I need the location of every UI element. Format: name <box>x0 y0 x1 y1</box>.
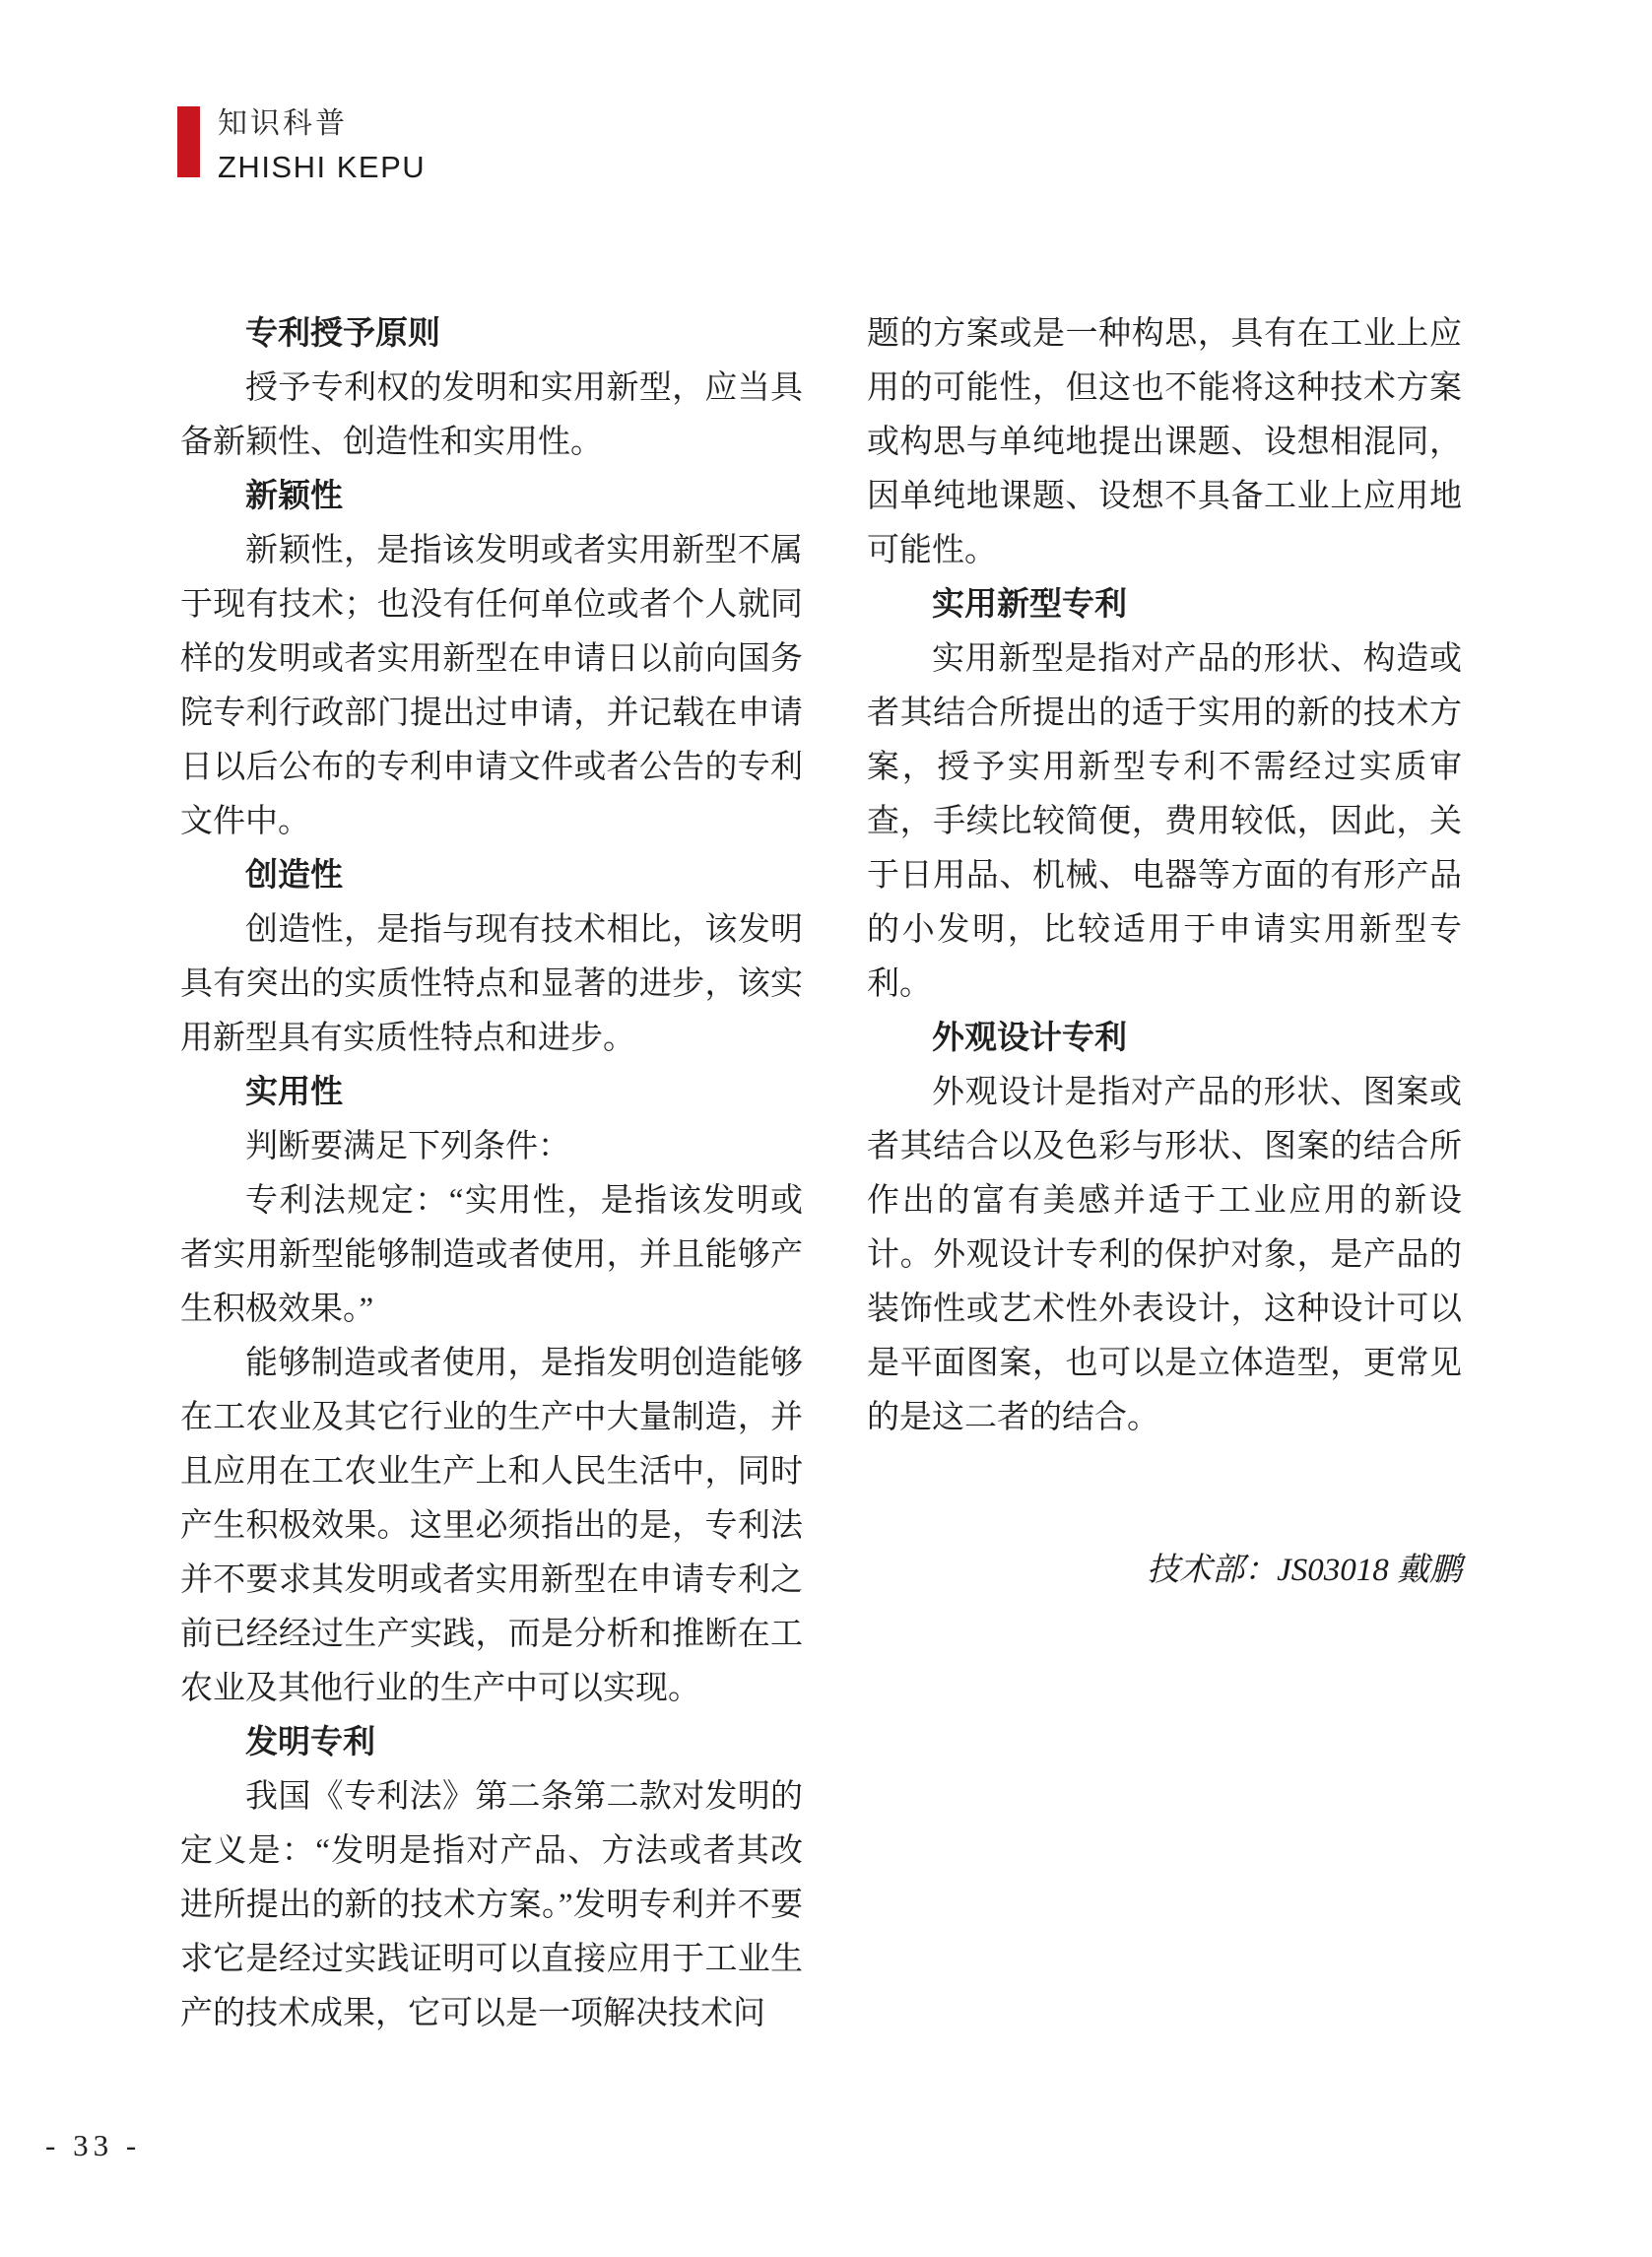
body-paragraph: 外观设计是指对产品的形状、图案或者其结合以及色彩与形状、图案的结合所作出的富有美感并适于工业应用的新设计。外观设计专利的保护对象，是产品的装饰性或艺术性外表设计，这种设计可以是平面图案，也可以是立体造型，更常见的是这二者的结合。 <box>867 1075 1462 1435</box>
author-byline: 技术部：JS03018 戴鹏 <box>1147 1553 1462 1588</box>
section-title-chinese: 知识科普 <box>218 107 348 140</box>
section-heading: 专利授予原则 <box>245 316 440 352</box>
body-paragraph: 新颖性，是指该发明或者实用新型不属于现有技术；也没有任何单位或者个人就同样的发明或者实用新型在申请日以前向国务院专利行政部门提出过申请，并记载在申请日以后公布的专利申请文件或者公告的专利文件中。 <box>180 533 803 839</box>
section-heading: 发明专利 <box>245 1725 375 1760</box>
right-text-column <box>867 307 1462 1598</box>
body-paragraph: 判断要满足下列条件： <box>245 1129 570 1164</box>
body-paragraph: 题的方案或是一种构思，具有在工业上应用的可能性，但这也不能将这种技术方案或构思与单纯地提出课题、设想相混同，因单纯地课题、设想不具备工业上应用地可能性。 <box>867 316 1462 568</box>
section-heading: 实用性 <box>245 1075 343 1110</box>
section-heading: 新颖性 <box>245 479 343 514</box>
red-accent-bar <box>177 106 200 177</box>
body-paragraph: 实用新型是指对产品的形状、构造或者其结合所提出的适于实用的新的技术方案，授予实用新型专利不需经过实质审查，手续比较简便，费用较低，因此，关于日用品、机械、电器等方面的有形产品的小发明，比较适用于申请实用新型专利。 <box>867 641 1462 1002</box>
section-heading: 实用新型专利 <box>932 587 1127 623</box>
masthead <box>177 106 426 182</box>
masthead-titles <box>218 106 426 182</box>
left-text-column <box>180 307 803 2041</box>
body-paragraph: 能够制造或者使用，是指发明创造能够在工农业及其它行业的生产中大量制造，并且应用在工农业生产上和人民生活中，同时产生积极效果。这里必须指出的是，专利法并不要求其发明或者实用新型在申请专利之前已经经过生产实践，而是分析和推断在工农业及其他行业的生产中可以实现。 <box>180 1346 803 1706</box>
body-paragraph: 我国《专利法》第二条第二款对发明的定义是：“发明是指对产品、方法或者其改进所提出的新的技术方案。”发明专利并不要求它是经过实践证明可以直接应用于工业生产的技术成果，它可以是一项解决技术问 <box>180 1779 803 2031</box>
body-paragraph: 创造性，是指与现有技术相比，该发明具有突出的实质性特点和显著的进步，该实用新型具有实质性特点和进步。 <box>180 912 803 1056</box>
page-number: - 33 - <box>45 2128 142 2162</box>
right-column-blocks <box>867 307 1462 1445</box>
body-paragraph: 专利法规定：“实用性，是指该发明或者实用新型能够制造或者使用，并且能够产生积极效果。” <box>180 1183 803 1327</box>
section-heading: 创造性 <box>245 858 343 894</box>
section-heading: 外观设计专利 <box>932 1021 1127 1056</box>
section-title-pinyin: ZHISHI KEPU <box>218 150 427 184</box>
body-paragraph: 授予专利权的发明和实用新型，应当具备新颖性、创造性和实用性。 <box>180 370 803 460</box>
